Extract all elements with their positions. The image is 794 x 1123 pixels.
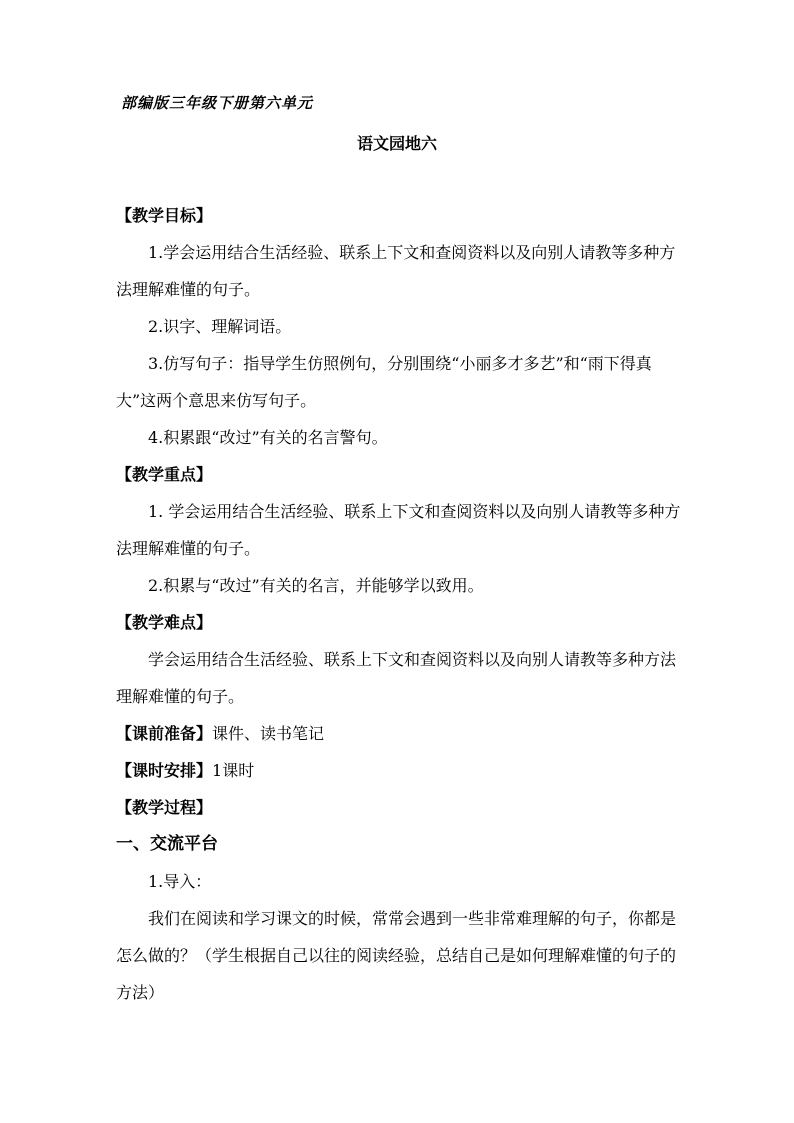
objective-item: 1.学会运用结合生活经验、联系上下文和查阅资料以及向别人请教等多种方法理解难懂的句子。 (116, 243, 676, 299)
key-points-heading: 【教学重点】 (116, 465, 213, 484)
objective-item: 2.识字、理解词语。 (148, 317, 292, 336)
unit-subtitle: 部编版三年级下册第六单元 (121, 94, 314, 112)
preparation-line (116, 715, 682, 752)
document-body (116, 197, 682, 1011)
key-point-item: 1. 学会运用结合生活经验、联系上下文和查阅资料以及向别人请教等多种方法理解难懂的句子。 (116, 502, 681, 558)
step-label: 1.导入： (148, 872, 212, 891)
difficulties-heading: 【教学难点】 (116, 613, 213, 632)
section-heading: 一、交流平台 (116, 834, 218, 854)
preparation-value: 课件、读书笔记 (212, 724, 325, 743)
process-paragraph: 我们在阅读和学习课文的时候，常常会遇到一些非常难理解的句子，你都是怎么做的？（学生根据自己以往的阅读经验，总结自己是如何理解难懂的句子的方法） (116, 909, 677, 1002)
objectives-heading: 【教学目标】 (116, 206, 213, 225)
objective-item: 3.仿写句子：指导学生仿照例句，分别围绕“小丽多才多艺”和“雨下得真大”这两个意思来仿写句子。 (116, 354, 652, 410)
objective-item: 4.积累跟“改过”有关的名言警句。 (148, 428, 388, 447)
schedule-line (116, 752, 682, 789)
schedule-value: 1课时 (212, 761, 255, 780)
page-title: 语文园地六 (356, 134, 437, 153)
schedule-label: 【课时安排】 (116, 761, 213, 780)
key-point-item: 2.积累与“改过”有关的名言，并能够学以致用。 (148, 576, 484, 595)
difficulties-text: 学会运用结合生活经验、联系上下文和查阅资料以及向别人请教等多种方法理解难懂的句子。 (116, 650, 677, 706)
process-heading: 【教学过程】 (116, 798, 213, 817)
preparation-label: 【课前准备】 (116, 724, 213, 743)
